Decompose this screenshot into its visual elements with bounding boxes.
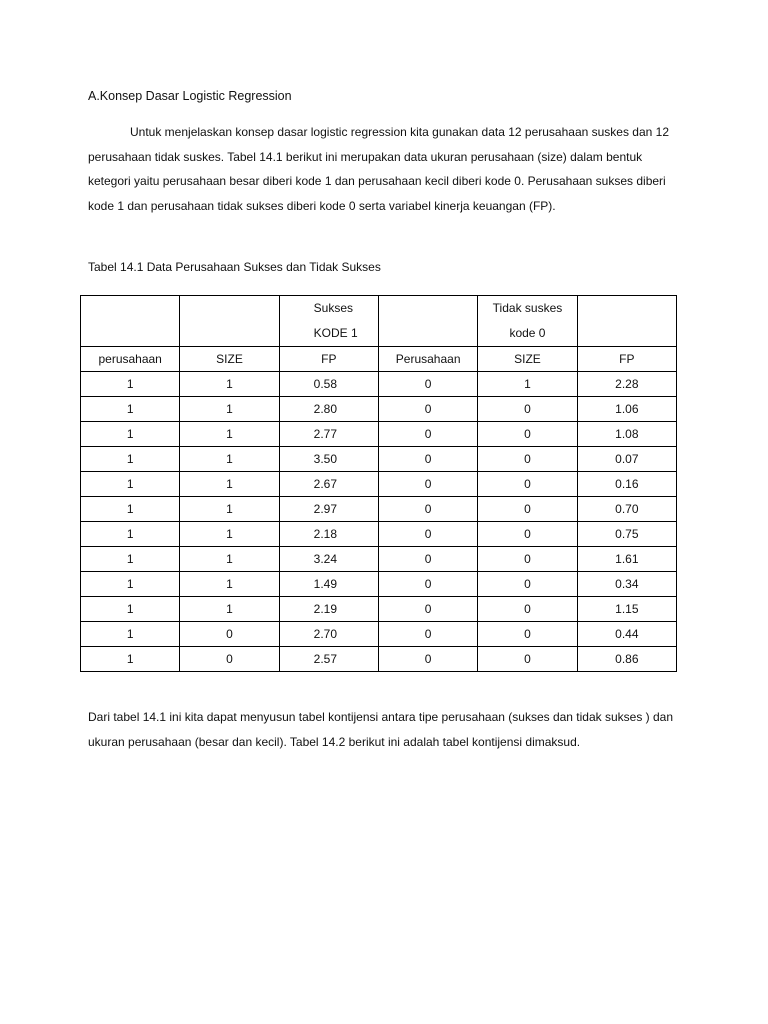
table-cell: 0.34 (577, 572, 676, 597)
table-cell: 0 (378, 422, 477, 447)
table-cell: 0 (478, 647, 577, 672)
table-cell: 3.24 (279, 547, 378, 572)
table-cell: 0 (378, 447, 477, 472)
table-caption: Tabel 14.1 Data Perusahaan Sukses dan Tidak Sukses (88, 260, 381, 274)
table-cell: 0 (378, 647, 477, 672)
table-cell: 1 (81, 597, 180, 622)
group-sukses-label: Sukses (313, 301, 354, 315)
table-cell: 0.70 (577, 497, 676, 522)
table-row (81, 422, 677, 447)
table-row (81, 472, 677, 497)
table-cell: 1 (81, 372, 180, 397)
table-cell: 0 (478, 472, 577, 497)
table-cell: 2.57 (279, 647, 378, 672)
table-cell: 1.08 (577, 422, 676, 447)
empty-cell (378, 296, 477, 347)
group-sukses-header (279, 296, 378, 347)
table-cell: 0.07 (577, 447, 676, 472)
table-cell: 0.44 (577, 622, 676, 647)
group-tidak-code: kode 0 (509, 326, 546, 340)
table-cell: 1 (180, 572, 279, 597)
section-heading: A.Konsep Dasar Logistic Regression (88, 89, 292, 103)
table-row (81, 647, 677, 672)
table-cell: 3.50 (279, 447, 378, 472)
table-cell: 0 (478, 597, 577, 622)
column-header: Perusahaan (378, 347, 477, 372)
table-cell: 2.18 (279, 522, 378, 547)
table-cell: 1 (81, 522, 180, 547)
table-cell: 1 (81, 647, 180, 672)
table-cell: 1 (180, 422, 279, 447)
table-cell: 2.80 (279, 397, 378, 422)
table-cell: 2.70 (279, 622, 378, 647)
table-cell: 0.75 (577, 522, 676, 547)
closing-paragraph: Dari tabel 14.1 ini kita dapat menyusun tabel kontijensi antara tipe perusahaan (sukses dan tidak sukses ) dan ukuran perusahaan (besar dan kecil). Tabel 14.2 berikut ini adalah tabel kontijensi dimaksud. (88, 710, 674, 749)
empty-cell (180, 296, 279, 347)
table-cell: 0 (378, 397, 477, 422)
table-cell: 0 (478, 497, 577, 522)
table-cell: 0 (478, 547, 577, 572)
data-table (80, 295, 677, 672)
table-cell: 1.49 (279, 572, 378, 597)
table-cell: 1 (478, 372, 577, 397)
table-cell: 1.06 (577, 397, 676, 422)
table-cell: 0 (478, 522, 577, 547)
table-row (81, 597, 677, 622)
table-cell: 0.58 (279, 372, 378, 397)
table-cell: 1 (81, 622, 180, 647)
table-cell: 1 (180, 447, 279, 472)
table-cell: 2.67 (279, 472, 378, 497)
table-row (81, 547, 677, 572)
column-header: SIZE (478, 347, 577, 372)
table-cell: 0 (378, 522, 477, 547)
table-cell: 0 (378, 572, 477, 597)
table-cell: 1 (180, 597, 279, 622)
table-row (81, 522, 677, 547)
table-cell: 0 (478, 422, 577, 447)
table-cell: 2.28 (577, 372, 676, 397)
table-cell: 1 (81, 422, 180, 447)
empty-cell (81, 296, 180, 347)
intro-paragraph: Untuk menjelaskan konsep dasar logistic regression kita gunakan data 12 perusahaan suskes dan 12 perusahaan tidak suskes. Tabel 14.1 berikut ini merupakan data ukuran perusahaan (size) dalam bentuk ketegori yaitu perusahaan besar diberi kode 1 dan perusahaan kecil diberi kode 0. Perusahaan sukses diberi kode 1 dan perusahaan tidak sukses diberi kode 0 serta variabel kinerja keuangan (FP). (88, 125, 670, 213)
group-sukses-code: KODE 1 (313, 326, 358, 340)
table-cell: 0.86 (577, 647, 676, 672)
table-cell: 0 (378, 472, 477, 497)
table-cell: 2.19 (279, 597, 378, 622)
table-cell: 1 (81, 397, 180, 422)
column-header: perusahaan (81, 347, 180, 372)
table-cell: 0.16 (577, 472, 676, 497)
column-header: SIZE (180, 347, 279, 372)
table-row (81, 622, 677, 647)
table-cell: 0 (378, 547, 477, 572)
table-cell: 1 (180, 472, 279, 497)
table-cell: 1 (81, 572, 180, 597)
table-row (81, 572, 677, 597)
table-cell: 0 (378, 597, 477, 622)
table-cell: 0 (378, 497, 477, 522)
table-cell: 1 (180, 522, 279, 547)
table-cell: 0 (478, 622, 577, 647)
table-cell: 1.61 (577, 547, 676, 572)
table-row (81, 497, 677, 522)
table-cell: 1 (180, 497, 279, 522)
table-row (81, 372, 677, 397)
group-tidak-label: Tidak suskes (492, 301, 563, 315)
table-cell: 1 (180, 397, 279, 422)
table-cell: 1 (180, 372, 279, 397)
table-cell: 0 (180, 647, 279, 672)
table-cell: 0 (478, 572, 577, 597)
table-cell: 0 (478, 447, 577, 472)
table-cell: 1 (81, 447, 180, 472)
table-cell: 2.97 (279, 497, 378, 522)
table-cell: 0 (378, 372, 477, 397)
table-cell: 1 (81, 547, 180, 572)
table-group-header-row (81, 296, 677, 347)
empty-cell (577, 296, 676, 347)
table-cell: 1 (81, 497, 180, 522)
table-row (81, 447, 677, 472)
table-cell: 0 (378, 622, 477, 647)
table-cell: 2.77 (279, 422, 378, 447)
table-cell: 1 (180, 547, 279, 572)
column-header: FP (279, 347, 378, 372)
table-cell: 0 (180, 622, 279, 647)
table-cell: 0 (478, 397, 577, 422)
table-cell: 1 (81, 472, 180, 497)
table-cell: 1.15 (577, 597, 676, 622)
group-tidak-header (478, 296, 577, 347)
column-header: FP (577, 347, 676, 372)
table-header-row (81, 347, 677, 372)
table-row (81, 397, 677, 422)
